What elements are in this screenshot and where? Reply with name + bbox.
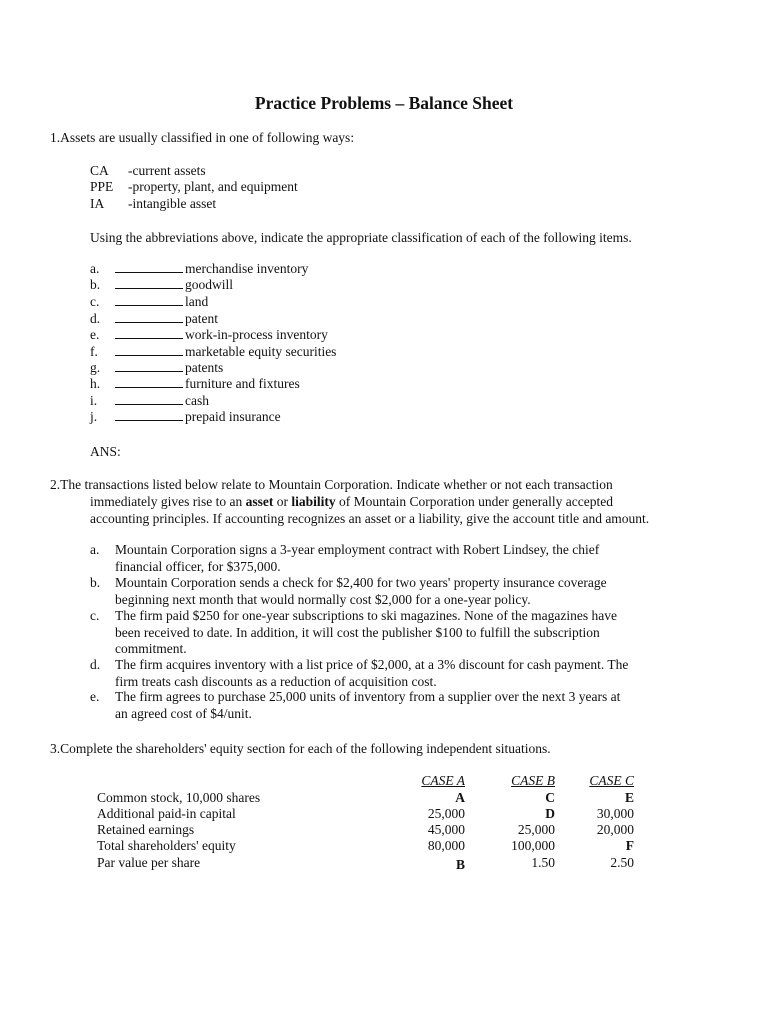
item-text: furniture and fixtures [185, 376, 300, 391]
abbr-code: IA [90, 196, 105, 211]
cell-case-b: C [545, 790, 555, 805]
item-text: The firm acquires inventory with a list price of $2,000, at a 3% discount for cash payment. The firm treats cash discounts as a reduction of acquisition cost. [115, 657, 629, 689]
liability-word: liability [291, 494, 336, 509]
item-letter: e. [90, 327, 100, 342]
item-text: Mountain Corporation sends a check for $2,400 for two years' property insurance coverage beginning next month that would normally cost $2,000 for a one-year policy. [115, 575, 607, 607]
cell-case-a: B [455, 857, 465, 872]
q2-prompt-line2 [90, 494, 613, 510]
item-letter: b. [90, 277, 101, 292]
item-letter: c. [90, 294, 100, 309]
item-letter: f. [90, 344, 98, 359]
abbr-desc: -current assets [128, 163, 206, 178]
abbr-row [90, 163, 206, 179]
item-text: The firm agrees to purchase 25,000 units of inventory from a supplier over the next 3 years at an agreed cost of $4/unit. [115, 689, 621, 721]
q2-prompt-pre: immediately gives rise to an [90, 494, 246, 509]
item-text: patents [185, 360, 224, 375]
q2-prompt-line1: 2.The transactions listed below relate to Mountain Corporation. Indicate whether or not each transaction [50, 477, 613, 492]
item-letter: a. [90, 542, 100, 557]
item-text: work-in-process inventory [185, 327, 328, 342]
cell-case-c: E [624, 790, 634, 805]
answer-blank[interactable] [115, 311, 183, 323]
q2-item [90, 608, 630, 658]
item-text: land [185, 294, 209, 309]
item-letter: e. [90, 689, 100, 704]
q1-instruction: Using the abbreviations above, indicate the appropriate classification of each of the following items. [90, 230, 632, 245]
q2-prompt-line3: accounting principles. If accounting recognizes an asset or a liability, give the account title and amount. [90, 511, 650, 526]
answer-blank[interactable] [115, 360, 183, 372]
q1-prompt: 1.Assets are usually classified in one of following ways: [50, 130, 355, 145]
q1-item [90, 311, 218, 327]
item-text: cash [185, 393, 209, 408]
item-letter: b. [90, 575, 101, 590]
item-letter: d. [90, 311, 101, 326]
cell-case-a: A [455, 790, 465, 805]
item-letter: i. [90, 393, 98, 408]
answer-blank[interactable] [115, 327, 183, 339]
row-label: Additional paid-in capital [97, 806, 236, 821]
abbr-desc: -intangible asset [128, 196, 217, 211]
q1-item [90, 409, 281, 425]
cell-case-b: D [545, 806, 555, 821]
row-label: Retained earnings [97, 822, 195, 837]
asset-word: asset [245, 494, 274, 509]
abbr-code: PPE [90, 179, 114, 194]
item-text: goodwill [185, 277, 234, 292]
abbr-code: CA [90, 163, 109, 178]
cell-case-b: 1.50 [531, 855, 555, 870]
cell-case-c: F [625, 838, 634, 853]
page-title: Practice Problems – Balance Sheet [254, 93, 514, 113]
item-letter: g. [90, 360, 101, 375]
abbr-desc: -property, plant, and equipment [128, 179, 298, 194]
item-text: The firm paid $250 for one-year subscriptions to ski magazines. None of the magazines have been received to date. In addition, it will cost the publisher $100 to fulfill the subscription commitment. [115, 608, 617, 656]
header-case-b: CASE B [511, 773, 555, 788]
row-label: Common stock, 10,000 shares [97, 790, 261, 805]
q1-item [90, 344, 336, 360]
q2-item [90, 689, 630, 722]
ans-label: ANS: [90, 444, 121, 459]
header-case-c: CASE C [589, 773, 634, 788]
header-case-a: CASE A [421, 773, 465, 788]
abbr-row [90, 196, 216, 212]
cell-case-a: 80,000 [427, 838, 465, 853]
item-letter: a. [90, 261, 100, 276]
answer-blank[interactable] [115, 376, 183, 388]
q1-item [90, 277, 233, 293]
item-text: Mountain Corporation signs a 3-year employment contract with Robert Lindsey, the chief financial officer, for $375,000. [115, 542, 600, 574]
item-letter: d. [90, 657, 101, 672]
item-letter: j. [90, 409, 98, 424]
cell-case-c: 2.50 [610, 855, 634, 870]
row-label: Par value per share [97, 855, 201, 870]
q1-item [90, 327, 328, 343]
q1-item [90, 376, 300, 392]
row-label: Total shareholders' equity [97, 838, 236, 853]
or-word: or [273, 494, 292, 509]
answer-blank[interactable] [115, 409, 183, 421]
answer-blank[interactable] [115, 393, 183, 405]
cell-case-a: 25,000 [427, 806, 465, 821]
item-text: merchandise inventory [185, 261, 309, 276]
answer-blank[interactable] [115, 277, 183, 289]
q1-item [90, 294, 208, 310]
cell-case-c: 30,000 [596, 806, 634, 821]
q2-item [90, 542, 630, 575]
item-text: marketable equity securities [185, 344, 337, 359]
q2-prompt-post: of Mountain Corporation under generally accepted [335, 494, 614, 509]
cell-case-b: 25,000 [517, 822, 555, 837]
answer-blank[interactable] [115, 294, 183, 306]
q1-item [90, 393, 209, 409]
item-text: prepaid insurance [185, 409, 281, 424]
item-text: patent [185, 311, 218, 326]
q2-item [90, 575, 630, 608]
item-letter: c. [90, 608, 100, 623]
answer-blank[interactable] [115, 344, 183, 356]
q1-item [90, 360, 223, 376]
item-letter: h. [90, 376, 101, 391]
q1-item [90, 261, 308, 277]
q3-prompt: 3.Complete the shareholders' equity section for each of the following independent situations. [50, 741, 551, 756]
q2-item [90, 657, 630, 690]
cell-case-b: 100,000 [511, 838, 555, 853]
answer-blank[interactable] [115, 261, 183, 273]
cell-case-a: 45,000 [427, 822, 465, 837]
abbr-row [90, 179, 298, 195]
cell-case-c: 20,000 [596, 822, 634, 837]
